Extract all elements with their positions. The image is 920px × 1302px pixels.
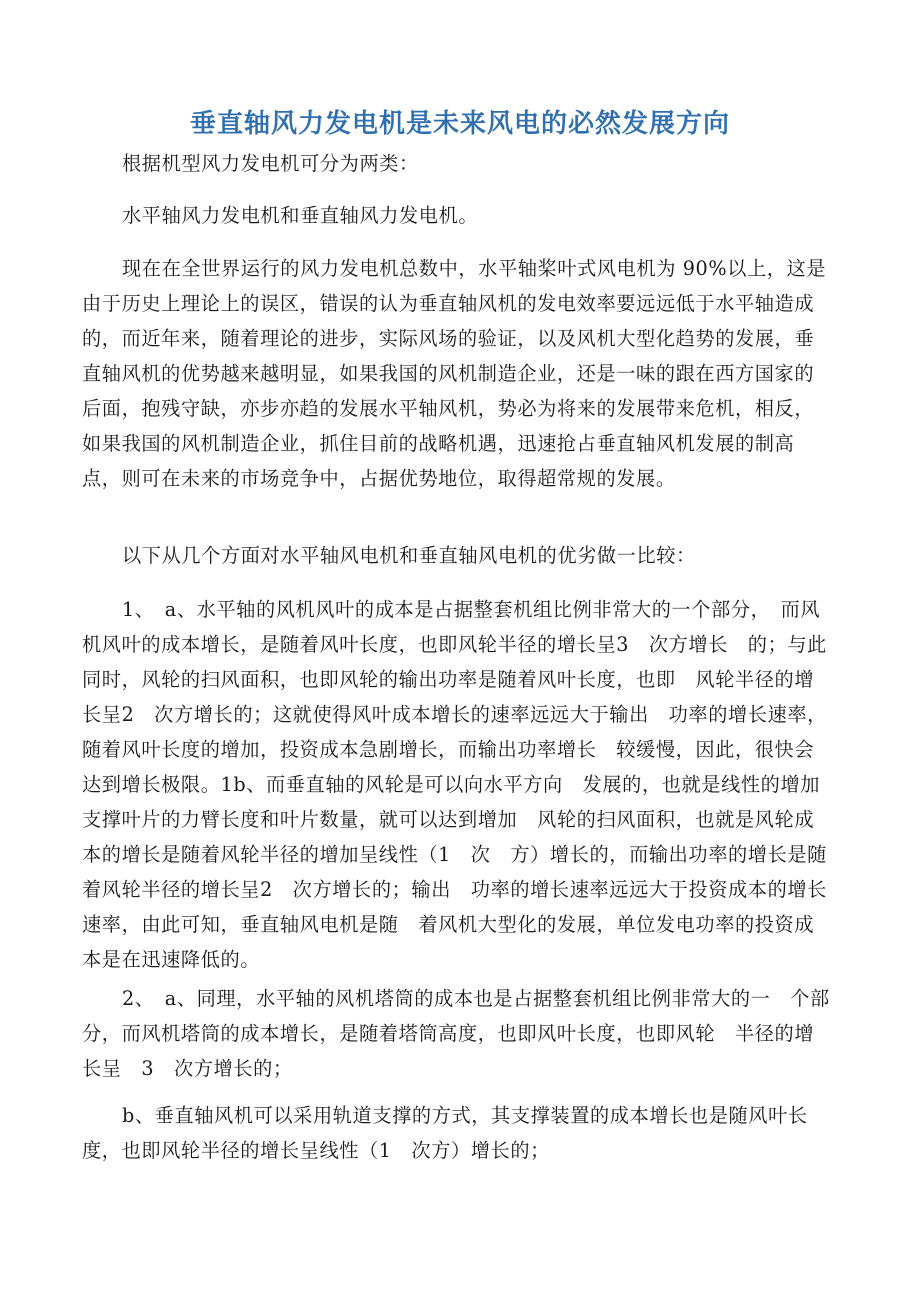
- page-title: 垂直轴风力发电机是未来风电的必然发展方向: [189, 109, 730, 140]
- paragraph-point-1: 1、 a、水平轴的风机风叶的成本是占据整套机组比例非常大的一个部分， 而风机风叶的成本增长，是随着风叶长度，也即风轮半径的增长呈3 次方增长 的；与此同时，风轮的扫风面积，也即风轮的输出功率是随着风叶长度，也即 风轮半径的增长呈2 次方增长的；这就使得风叶成本增长的速率远远大于输出 功率的增长速率，随着风叶长度的增加，投资成本急剧增长，而输出功率增长 较缓慢，因此，很快会达到增长极限。1b、而垂直轴的风轮是可以向水平方向 发展的，也就是线性的增加支撑叶片的力臂长度和叶片数量，就可以达到增加 风轮的扫风面积，也就是风轮成本的增长是随着风轮半径的增加呈线性（1 次 方）增长的，而输出功率的增长是随着风轮半径的增长呈2 次方增长的；输出 功率的增长速率远远大于投资成本的增长速率，由此可知，垂直轴风电机是随 着风机大型化的发展，单位发电功率的投资成本是在迅速降低的。: [82, 598, 827, 971]
- paragraph-types: 水平轴风力发电机和垂直轴风力发电机。: [122, 204, 479, 227]
- paragraph-point-2b: b、垂直轴风机可以采用轨道支撑的方式，其支撑装置的成本增长也是随风叶长度，也即风轮半径的增长呈线性（1 次方）增长的；: [82, 1104, 808, 1162]
- paragraph-point-2a: 2、 a、同理，水平轴的风机塔筒的成本也是占据整套机组比例非常大的一 个部分，而风机塔筒的成本增长，是随着塔筒高度，也即风叶长度，也即风轮 半径的增长呈 3 次方增长的；: [82, 987, 830, 1080]
- paragraph-background: 现在在全世界运行的风力发电机总数中，水平轴桨叶式风电机为 90%以上，这是由于历史上理论上的误区，错误的认为垂直轴风机的发电效率要远远低于水平轴造成的，而近年来，随着理论的进步，实际风场的验证，以及风机大型化趋势的发展，垂直轴风机的优势越来越明显，如果我国的风机制造企业，还是一味的跟在西方国家的后面，抱残守缺，亦步亦趋的发展水平轴风机，势必为将来的发展带来危机，相反，如果我国的风机制造企业，抓住目前的战略机遇，迅速抢占垂直轴风机发展的制高点，则可在未来的市场竞争中，占据优势地位，取得超常规的发展。: [82, 257, 827, 490]
- paragraph-comparison-intro: 以下从几个方面对水平轴风电机和垂直轴风电机的优劣做一比较：: [122, 544, 696, 567]
- paragraph-intro: 根据机型风力发电机可分为两类：: [122, 152, 419, 175]
